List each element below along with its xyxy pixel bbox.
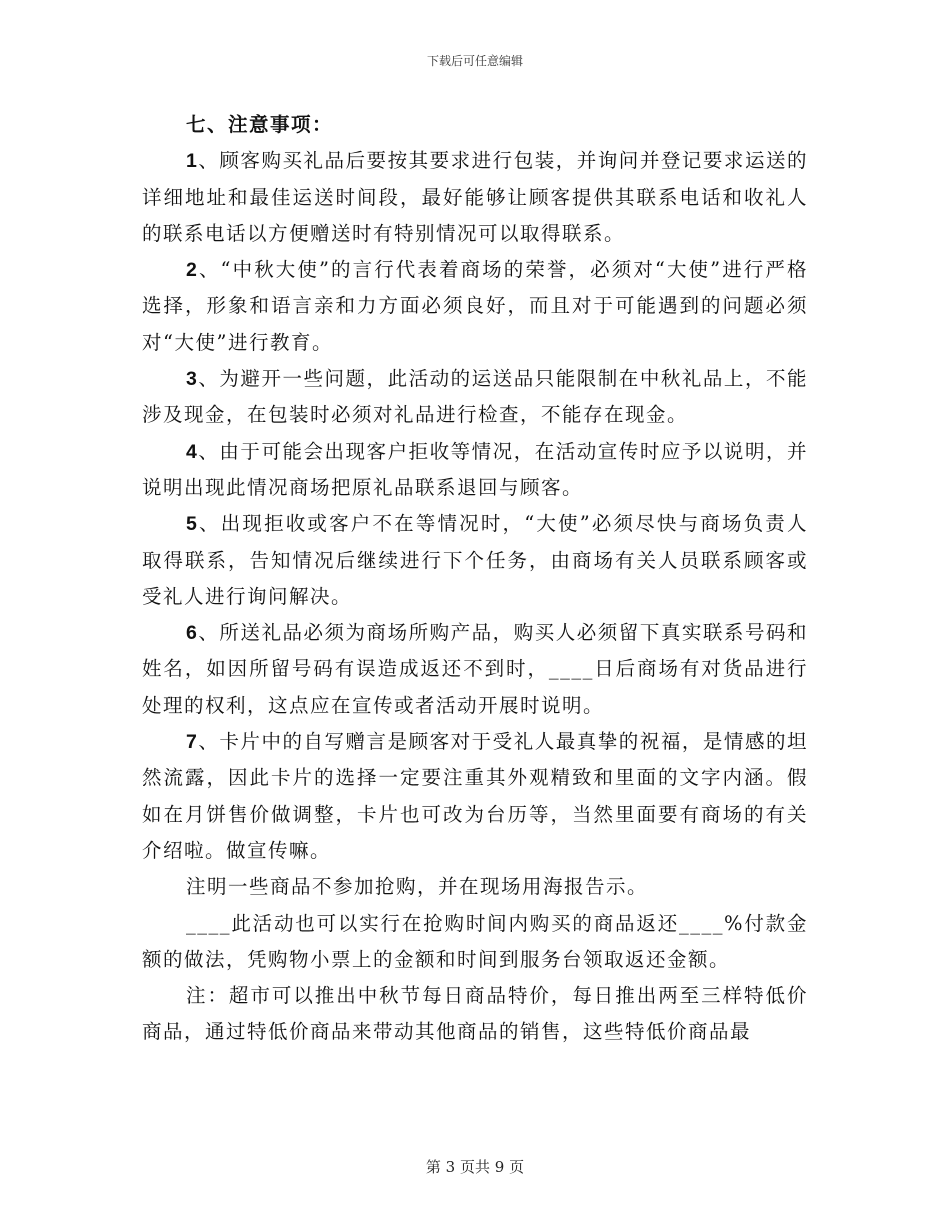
item-number: 3	[186, 368, 199, 391]
item-text: 、为避开一些问题，此活动的运送品只能限制在中秋礼品上，不能涉及现金，在包装时必须对礼品进行检查，不能存在现金。	[142, 367, 808, 427]
list-item	[142, 724, 808, 869]
item-number: 6	[186, 622, 199, 645]
list-item	[142, 615, 808, 724]
page-header: 下载后可任意编辑	[426, 54, 523, 68]
item-number: 4	[186, 440, 199, 463]
paragraph: ____此活动也可以实行在抢购时间内购买的商品返还____%付款金额的做法，凭购物小票上的金额和时间到服务台领取返还金额。	[142, 911, 808, 971]
item-number: 7	[186, 731, 199, 754]
list-item	[142, 361, 808, 434]
item-text: 、出现拒收或客户不在等情况时，“大使”必须尽快与商场负责人取得联系，告知情况后继续进行下个任务，由商场有关人员联系顾客或受礼人进行询问解决。	[142, 512, 808, 608]
item-number: 2	[186, 259, 199, 282]
document-body	[142, 107, 808, 1051]
list-item	[142, 506, 808, 615]
item-text: 、由于可能会出现客户拒收等情况，在活动宣传时应予以说明，并说明出现此情况商场把原礼品联系退回与顾客。	[142, 439, 808, 499]
item-text: 、顾客购买礼品后要按其要求进行包装，并询问并登记要求运送的详细地址和最佳运送时间段，最好能够让顾客提供其联系电话和收礼人的联系电话以方便赠送时有特别情况可以取得联系。	[142, 149, 808, 245]
item-number: 1	[186, 150, 199, 173]
section-title: 七、注意事项：	[186, 113, 334, 136]
list-item	[142, 143, 808, 252]
page-footer: 第 3 页共 9 页	[425, 1158, 525, 1176]
item-number: 5	[186, 513, 199, 536]
item-text: 、“中秋大使”的言行代表着商场的荣誉，必须对“大使”进行严格选择，形象和语言亲和力方面必须良好，而且对于可能遇到的问题必须对“大使”进行教育。	[142, 258, 808, 354]
paragraph: 注明一些商品不参加抢购，并在现场用海报告示。	[186, 875, 649, 899]
list-item	[142, 252, 808, 361]
item-text: 、所送礼品必须为商场所购产品，购买人必须留下真实联系号码和姓名，如因所留号码有误造成返还不到时，____日后商场有对货品进行处理的权利，这点应在宣传或者活动开展时说明。	[142, 621, 808, 717]
item-text: 、卡片中的自写赠言是顾客对于受礼人最真挚的祝福，是情感的坦然流露，因此卡片的选择一定要注重其外观精致和里面的文字内涵。假如在月饼售价做调整，卡片也可改为台历等，当然里面要有商场的有关介绍啦。做宣传嘛。	[142, 730, 808, 862]
paragraph: 注：超市可以推出中秋节每日商品特价，每日推出两至三样特低价商品，通过特低价商品来带动其他商品的销售，这些特低价商品最	[142, 984, 808, 1044]
list-item	[142, 434, 808, 507]
